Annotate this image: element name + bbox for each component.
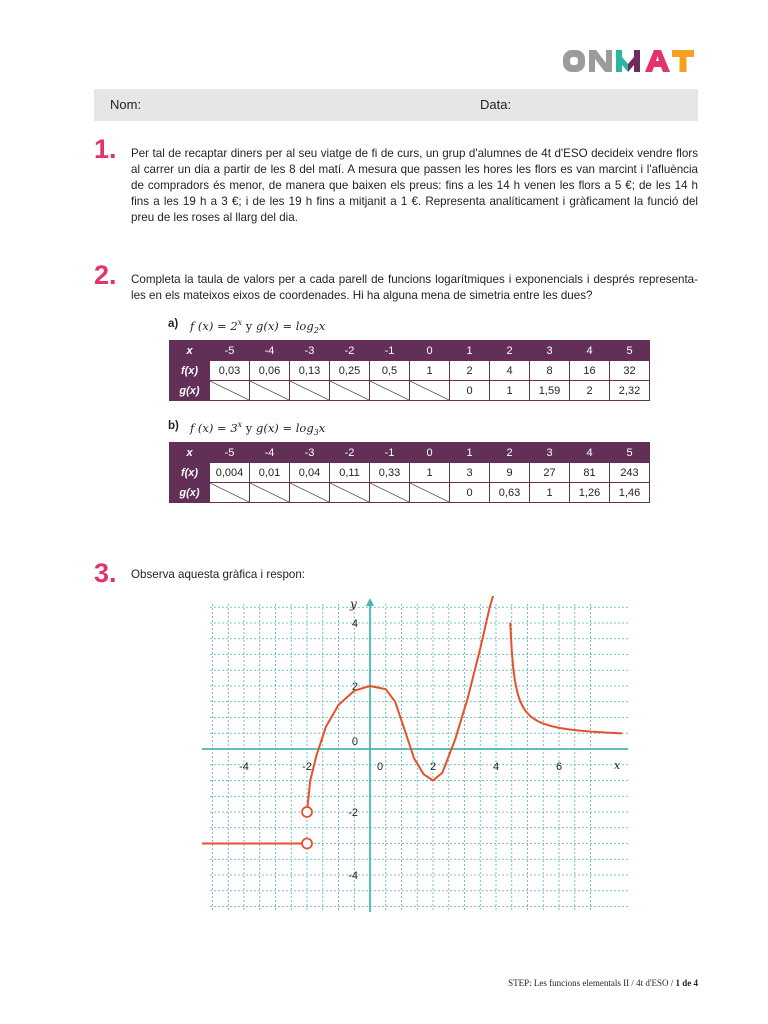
table-a-cell	[210, 381, 250, 401]
exercise-2-number: 2.	[94, 260, 117, 290]
open-point-lower	[302, 839, 312, 849]
x-tick-label: -4	[239, 761, 249, 773]
table-a-cell: 2,32	[610, 381, 650, 401]
table-a-cell: 0	[410, 341, 450, 361]
y-tick-label: 0	[351, 736, 358, 748]
table-a-cell: 16	[570, 361, 610, 381]
y-axis-arrow	[366, 598, 374, 606]
part-a-label: a)	[168, 318, 179, 330]
table-a-cell: 0,03	[210, 361, 250, 381]
table-b-cell: 243	[610, 463, 650, 483]
name-date-bar	[94, 89, 698, 121]
table-b-cell: 1	[450, 443, 490, 463]
table-a-row-g	[170, 381, 650, 401]
table-b-cell: 27	[530, 463, 570, 483]
table-b-cell	[410, 483, 450, 503]
exercise-2-text: Completa la taula de valors per a cada parell de funcions logarítmiques i exponencials i després representa-les en els mateixos eixos de coordenades. Hi ha alguna mena de simetria entre les dues?	[131, 273, 698, 302]
table-a-cell: 1	[410, 361, 450, 381]
table-a-cell: -2	[330, 341, 370, 361]
table-b-cell: 3	[450, 463, 490, 483]
table-a-cell: -5	[210, 341, 250, 361]
table-b-row-x	[170, 443, 650, 463]
table-a-row-label-g: g(x)	[170, 381, 210, 401]
exercise-3-text: Observa aquesta gràfica i respon:	[131, 568, 306, 581]
table-b-cell	[290, 483, 330, 503]
y-tick-label: -2	[348, 807, 358, 819]
table-b-cell: 1,26	[570, 483, 610, 503]
value-table-b	[169, 442, 650, 503]
x-tick-label: 2	[429, 761, 437, 773]
y-tick-label: 2	[351, 681, 358, 693]
table-a-cell: -4	[250, 341, 290, 361]
exercise-1-text: Per tal de recaptar diners per al seu viatge de fi de curs, un grup d'alumnes de 4t d'ESO decideix vendre flors al carrer un dia a partir de les 8 del matí. A mesura que passen les hores les flors es van marcint i l'afluència de compradors és menor, de manera que baixen els preus: fins a les 14 h venen les flors a 5 €; de les 14 h fins a les 19 h a 3 €; i de les 19 h fins a mitjanit a 1 €. Representa analíticament i gràficament la funció del preu de les roses al llarg del dia.	[131, 147, 698, 224]
table-a-cell: 1,59	[530, 381, 570, 401]
table-b-cell: 0,04	[290, 463, 330, 483]
table-a-cell: 2	[570, 381, 610, 401]
table-b-cell: -2	[330, 443, 370, 463]
part-b-label: b)	[168, 420, 179, 432]
table-a-cell: 0	[450, 381, 490, 401]
exercise-3-number: 3.	[94, 558, 117, 588]
table-b-row-label-x: x	[170, 443, 210, 463]
table-b-cell: 0,63	[490, 483, 530, 503]
table-b-cell: 9	[490, 463, 530, 483]
table-b-cell: 0,01	[250, 463, 290, 483]
exercise-1-number: 1.	[94, 134, 117, 164]
x-tick-label: 0	[376, 761, 384, 773]
table-a-cell: 2	[450, 361, 490, 381]
table-a-row-x	[170, 341, 650, 361]
table-b-cell: -4	[250, 443, 290, 463]
table-a-cell: 0,06	[250, 361, 290, 381]
table-a-cell: 8	[530, 361, 570, 381]
y-tick-label: 4	[351, 618, 358, 630]
y-axis-label: y	[350, 597, 357, 611]
part-b-formula: f $(x) = 3^x$ y $g(x) = \log_3x$	[190, 420, 326, 437]
table-a-cell	[290, 381, 330, 401]
date-label: Data:	[480, 97, 512, 112]
table-a-cell: 32	[610, 361, 650, 381]
table-a-cell	[410, 381, 450, 401]
table-a-cell	[370, 381, 410, 401]
onmat-logo	[562, 46, 698, 76]
table-b-cell: 4	[570, 443, 610, 463]
table-b-cell: 0,11	[330, 463, 370, 483]
function-graph	[196, 596, 636, 914]
x-axis-label: x	[614, 759, 621, 772]
part-a-formula: f $(x) = 2^x$ y $g(x) = \log_2x$	[190, 318, 326, 335]
table-b-cell: -5	[210, 443, 250, 463]
table-a-row-label-f: f(x)	[170, 361, 210, 381]
table-b-row-f	[170, 463, 650, 483]
table-a-cell: 0,13	[290, 361, 330, 381]
x-tick-label: -2	[302, 761, 312, 773]
table-a-cell	[250, 381, 290, 401]
curve-main-segment	[307, 596, 494, 812]
table-a-cell: -3	[290, 341, 330, 361]
table-a-row-f	[170, 361, 650, 381]
table-a-cell: 4	[490, 361, 530, 381]
value-table-a	[169, 340, 650, 401]
table-a-cell: 0,5	[370, 361, 410, 381]
table-b-cell: 2	[490, 443, 530, 463]
table-b-cell	[250, 483, 290, 503]
table-b-cell: 0	[450, 483, 490, 503]
table-a-cell: 5	[610, 341, 650, 361]
table-a-cell: -1	[370, 341, 410, 361]
page-number: 1 de 4	[675, 978, 698, 988]
table-a-row-label-x: x	[170, 341, 210, 361]
table-a-cell: 3	[530, 341, 570, 361]
table-b-cell: 0	[410, 443, 450, 463]
table-b-row-label-g: g(x)	[170, 483, 210, 503]
table-b-cell	[370, 483, 410, 503]
table-b-cell	[210, 483, 250, 503]
table-b-cell: 0,004	[210, 463, 250, 483]
table-b-cell: 81	[570, 463, 610, 483]
footer	[400, 978, 698, 988]
table-b-cell: 0,33	[370, 463, 410, 483]
table-b-cell: 3	[530, 443, 570, 463]
y-tick-label: -4	[348, 870, 358, 882]
table-b-cell: -3	[290, 443, 330, 463]
open-point-upper	[302, 807, 312, 817]
table-a-cell: 1	[490, 381, 530, 401]
table-a-cell: 2	[490, 341, 530, 361]
table-b-cell: -1	[370, 443, 410, 463]
table-b-cell: 1,46	[610, 483, 650, 503]
table-a-cell: 1	[450, 341, 490, 361]
name-label: Nom:	[110, 97, 142, 112]
table-a-cell: 0,25	[330, 361, 370, 381]
x-tick-label: 6	[555, 761, 563, 773]
table-b-cell: 5	[610, 443, 650, 463]
x-tick-label: 4	[492, 761, 500, 773]
table-b-row-label-f: f(x)	[170, 463, 210, 483]
table-a-cell	[330, 381, 370, 401]
table-b-cell: 1	[530, 483, 570, 503]
footer-text: STEP: Les funcions elementals II / 4t d'ESO /	[508, 978, 676, 988]
table-b-row-g	[170, 483, 650, 503]
table-a-cell: 4	[570, 341, 610, 361]
table-b-cell: 1	[410, 463, 450, 483]
table-b-cell	[330, 483, 370, 503]
